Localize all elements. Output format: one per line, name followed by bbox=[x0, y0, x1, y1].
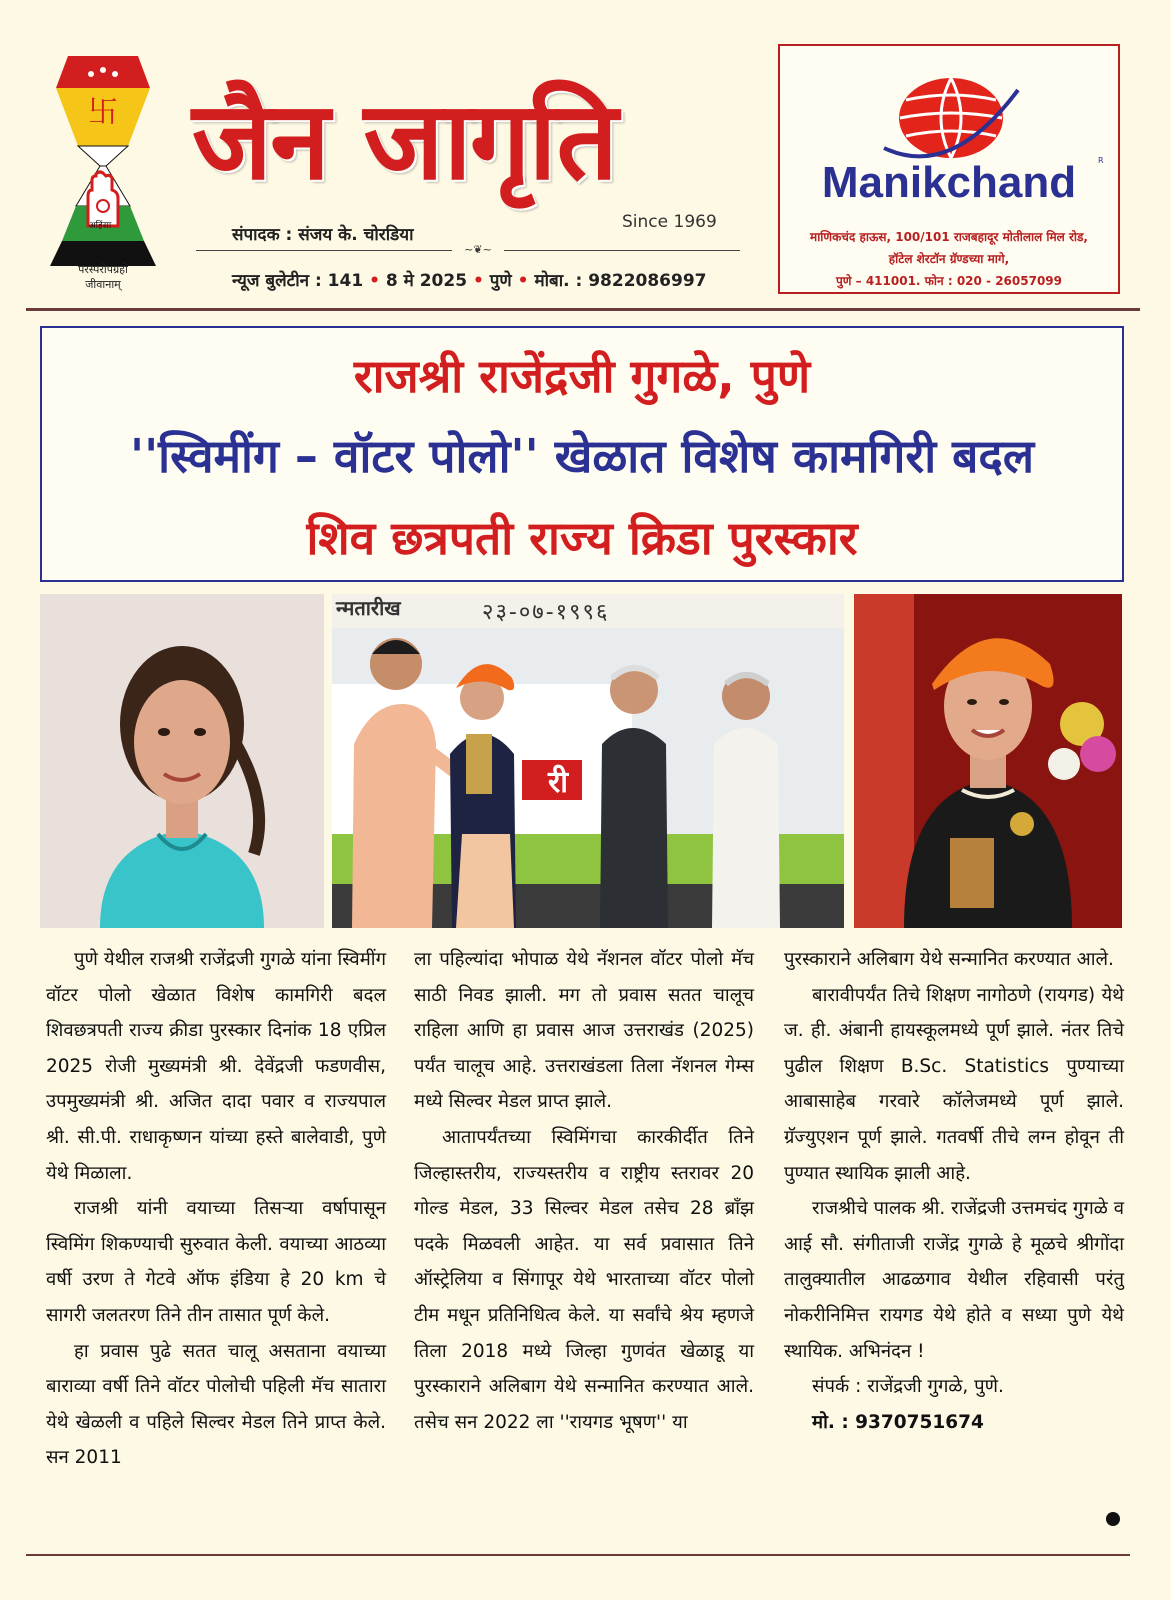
ad-brand-name: Manikchand bbox=[821, 158, 1077, 207]
svg-text:卐: 卐 bbox=[88, 95, 118, 130]
masthead-divider bbox=[26, 308, 1140, 311]
bulletin-info bbox=[232, 268, 707, 291]
article-paragraph: ला पहिल्यांदा भोपाळ येथे नॅशनल वॉटर पोलो मॅच साठी निवड झाली. मग तो प्रवास सतत चालूच राहिला आणि हा प्रवास आज उत्तराखंड (2025) पर्यंत चालूच आहे. उत्तराखंडला तिला नॅशनल गेम्स मध्ये सिल्वर मेडल प्राप्त झाले. bbox=[414, 949, 754, 1113]
emblem-motto-line-2: जीवानाम् bbox=[85, 278, 121, 291]
emblem-motto-line-1: परस्परोपग्रहो bbox=[78, 263, 128, 276]
footer-divider bbox=[26, 1554, 1130, 1556]
issue-date: 8 मे 2025 bbox=[385, 271, 468, 291]
article-paragraph: आतापर्यंतच्या स्विमिंगचा कारकीर्दीत तिने जिल्हास्तरीय, राज्यस्तरीय व राष्ट्रीय स्तरावर 20 गोल्ड मेडल, 33 सिल्वर मेडल तसेच 28 ब्राँझ पदके मिळवली आहेत. या सर्व प्रवासात तिने ऑस्ट्रेलिया व सिंगापूर येथे भारताच्या वॉटर पोलो टीम मधून प्रतिनिधित्व केले. या सर्वांचे श्रेय म्हणजे तिला 2018 मध्ये जिल्हा गुणवंत खेळाडू या पुरस्काराने अलिबाग येथे सन्मानित करण्यात आले. तसेच सन 2022 ला ''रायगड भूषण'' या bbox=[414, 1126, 754, 1433]
ad-address-line-1: माणिकचंद हाऊस, 100/101 राजबहादूर मोतीलाल मिल रोड, bbox=[810, 230, 1088, 244]
article-column-3 bbox=[784, 942, 1124, 1440]
bullet-dot-icon: • bbox=[369, 271, 386, 291]
article-column-2 bbox=[414, 942, 754, 1440]
board-text: न्मतारीख bbox=[336, 596, 401, 620]
jain-emblem-icon bbox=[44, 56, 162, 296]
ad-address-line-3: पुणे – 411001. फोन : 020 - 26057099 bbox=[835, 274, 1063, 288]
ornament-icon: ~❦~ bbox=[452, 243, 504, 257]
contact-phone: मोबा. : 9822086997 bbox=[534, 271, 707, 291]
editor-name: संपादक : संजय के. चोरडिया bbox=[232, 225, 414, 245]
bullet-dot-icon: • bbox=[472, 271, 490, 291]
emblem-motto bbox=[40, 262, 166, 292]
board-date: २३-०७-१९९६ bbox=[482, 600, 610, 625]
emblem-label: अहिंसा bbox=[88, 221, 112, 231]
portrait-photo bbox=[40, 594, 324, 928]
globe-logo-icon bbox=[876, 70, 1026, 166]
newspaper-title: जैन जागृति bbox=[192, 78, 617, 204]
article-paragraph: पुरस्काराने अलिबाग येथे सन्मानित करण्यात आले. bbox=[784, 949, 1114, 970]
issue-city: पुणे bbox=[489, 271, 512, 291]
end-mark-icon bbox=[1106, 1512, 1120, 1526]
article-paragraph: पुणे येथील राजश्री राजेंद्रजी गुगळे यांना स्विमींग वॉटर पोलो खेळात विशेष कामगिरी बदल शिवछत्रपती राज्य क्रीडा पुरस्कार दिनांक 18 एप्रिल 2025 रोजी मुख्यमंत्री श्री. देवेंद्रजी फडणवीस, उपमुख्यमंत्री श्री. अजित दादा पवार व राज्यपाल श्री. सी.पी. राधाकृष्णन यांच्या हस्ते बालेवाडी, पुणे येथे मिळाला. bbox=[46, 949, 386, 1184]
article-paragraph: राजश्रीचे पालक श्री. राजेंद्रजी उत्तमचंद गुगळे व आई सौ. संगीताजी राजेंद्र गुगळे हे मूळचे श्रीगोंदा तालुक्यातील आढळगाव येथील रहिवासी परंतु नोकरीनिमित्त रायगड येथे होते व सध्या पुणे येथे स्थायिक. अभिनंदन ! bbox=[784, 1198, 1124, 1362]
contact-name: संपर्क : राजेंद्रजी गुगळे, पुणे. bbox=[812, 1376, 1004, 1398]
headline-line-3: शिव छत्रपती राज्य क्रिडा पुरस्कार bbox=[306, 511, 858, 565]
since-year: Since 1969 bbox=[622, 212, 717, 232]
banner-text: री bbox=[548, 765, 569, 800]
article-column-1 bbox=[46, 942, 386, 1476]
contact-mobile: मो. : 9370751674 bbox=[812, 1411, 984, 1433]
award-ceremony-photo bbox=[332, 594, 844, 928]
headline-line-2: ''स्विमींग – वॉटर पोलो'' खेळात विशेष कामगिरी बदल bbox=[129, 429, 1035, 483]
bullet-dot-icon: • bbox=[517, 271, 535, 291]
award-portrait-photo bbox=[854, 594, 1122, 928]
ad-address-line-2: हॉटेल शेरटॉन ग्रॅण्डच्या मागे, bbox=[888, 252, 1010, 266]
article-paragraph: हा प्रवास पुढे सतत चालू असताना वयाच्या बाराव्या वर्षी तिने वॉटर पोलोची पहिली मॅच सातारा येथे खेळली व पहिले सिल्वर मेडल तिने प्राप्त केले. सन 2011 bbox=[46, 1340, 386, 1469]
ad-address bbox=[782, 226, 1116, 292]
registered-mark: R bbox=[1098, 156, 1104, 165]
article-paragraph: बारावीपर्यंत तिचे शिक्षण नागोठणे (रायगड) येथे ज. ही. अंबानी हायस्कूलमध्ये पूर्ण झाले. नंतर तिचे पुढील शिक्षण B.Sc. Statistics पुण्याच्या आबासाहेब गरवारे कॉलेजमध्ये पूर्ण झाले. ग्रॅज्युएशन पूर्ण झाले. गतवर्षी तीचे लग्न होवून ती पुण्यात स्थायिक झाली आहे. bbox=[784, 984, 1124, 1184]
headline-line-1: राजश्री राजेंद्रजी गुगळे, पुणे bbox=[353, 349, 811, 403]
article-paragraph: राजश्री यांनी वयाच्या तिसऱ्या वर्षापासून स्विमिंग शिकण्याची सुरुवात केली. वयाच्या आठव्या वर्षी उरण ते गेटवे ऑफ इंडिया हे 20 km चे सागरी जलतरण तिने तीन तासात पूर्ण केले. bbox=[46, 1198, 386, 1326]
bulletin-number: न्यूज बुलेटीन : 141 bbox=[232, 271, 364, 291]
